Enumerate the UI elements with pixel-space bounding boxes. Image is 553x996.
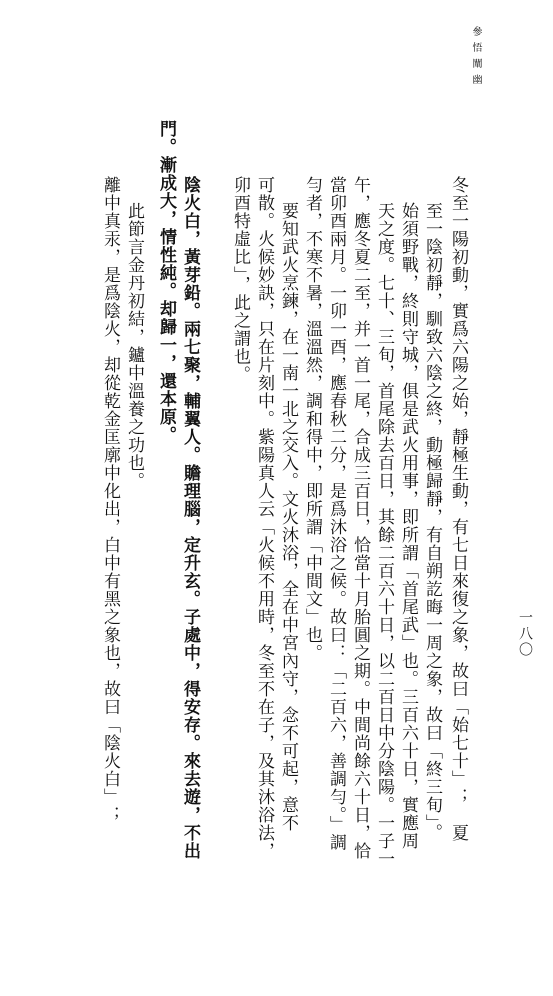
text-column: 要知武火烹鍊，在一南一北之交入。文火沐浴，全在中宮內守，念不可起，意不 xyxy=(278,202,298,832)
text-column: 可散。火候妙訣，只在片刻中。紫陽真人云「火候不用時，冬至不在子，及其沐浴法， xyxy=(254,176,274,860)
page-number: 一八〇 xyxy=(517,610,533,658)
text-column: 午，應冬夏二至，并一首一尾，合成三百日，恰當十月胎圓之期。中間尚餘六十日，恰 xyxy=(350,176,370,860)
text-column: 天之度。七十、三旬，首尾除去百日，其餘二百六十日，以二百日中分陰陽。一子一 xyxy=(374,202,394,868)
text-column: 始須野戰，終則守城，俱是武火用事，即所謂「首尾武」也。三百六十日，實應周 xyxy=(398,202,418,850)
commentary-column: 離中真汞，是爲陰火，却從乾金匡廓中化出，白中有黑之象也，故曰「陰火白」； xyxy=(100,176,120,824)
text-column: 當卯酉兩月。一卯一酉，應春秋二分，是爲沐浴之候。故曰：「二百六，善調勻。」調 xyxy=(326,176,346,852)
verse-column: 門。漸成大，情性純。却歸一，還本原。 xyxy=(156,120,176,444)
text-column: 冬至一陽初動，實爲六陽之始，靜極生動，有七日來復之象，故曰「始七十」； 夏 xyxy=(448,176,468,842)
text-column: 至一陰初靜，馴致六陰之終，動極歸靜，有自朔訖晦一周之象，故曰「終三旬」。 xyxy=(422,202,442,842)
text-column: 卯酉特虛比」，此之謂也。 xyxy=(230,176,250,384)
verse-column: 陰火白，黃芽鉛。兩七聚，輔翼人。贍理腦，定升玄。子處中，得安存。來去遊，不出 xyxy=(180,176,200,860)
text-column: 勻者，不寒不暑，溫溫然，調和得中，即所謂「中間文」也。 xyxy=(302,176,322,662)
commentary-column: 此節言金丹初結，鑪中溫養之功也。 xyxy=(124,202,144,490)
running-header: 參悟闡幽 xyxy=(470,26,481,90)
